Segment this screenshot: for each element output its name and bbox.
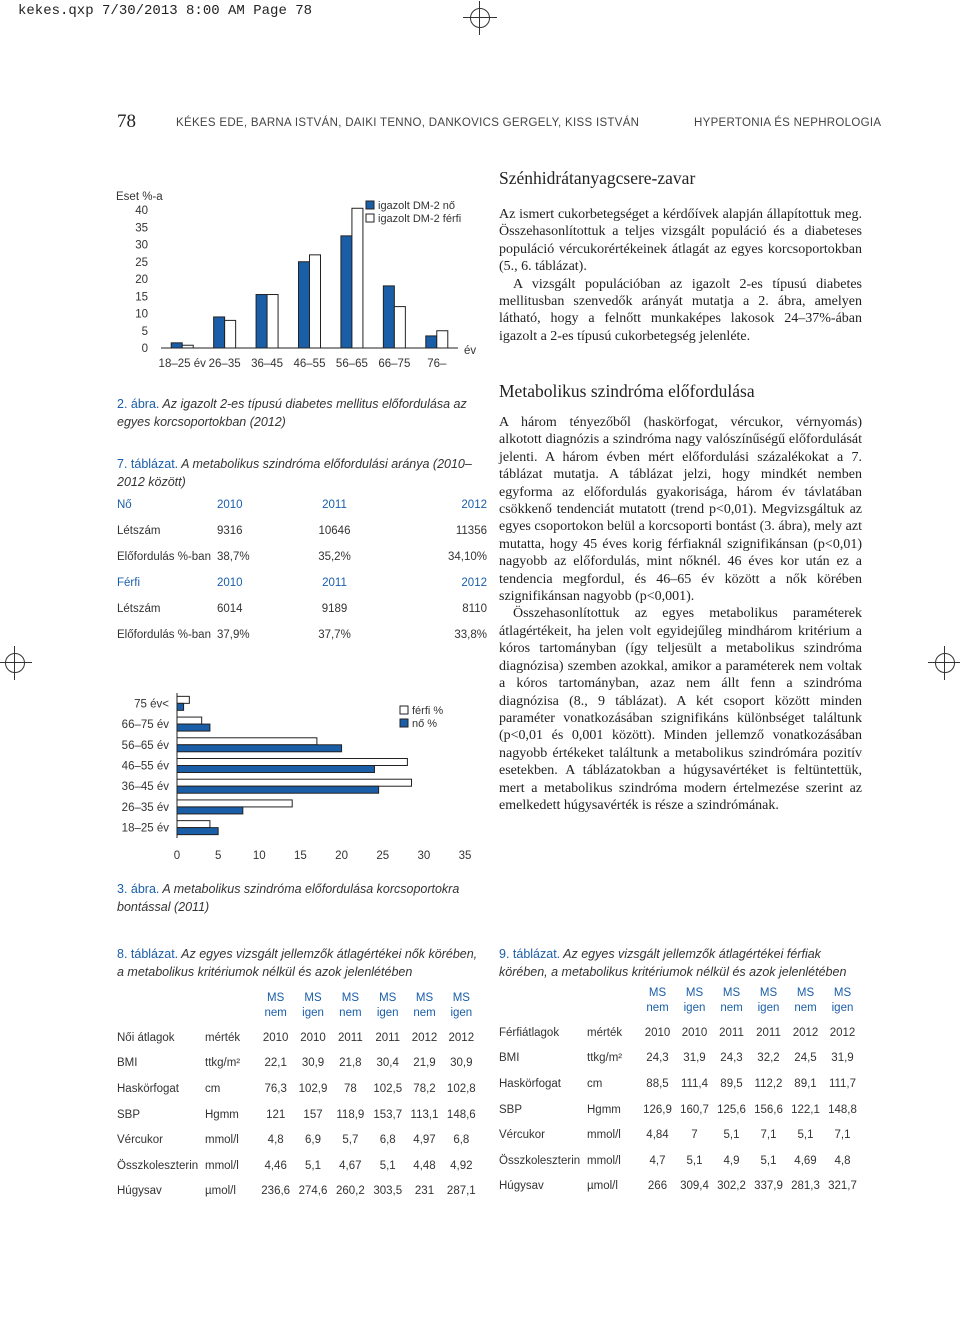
table-cell: 260,2 <box>335 1185 365 1198</box>
table-cell: 236,6 <box>261 1185 291 1198</box>
table-cell: 2010 <box>681 1026 708 1039</box>
table-8-title: Az egyes vizsgált jellemzők átlagértékei nők körében, a metabolikus kritériumok nélkül és azok jelenlétében <box>117 947 478 979</box>
y-tick-label: 18–25 év <box>121 822 169 835</box>
running-header-authors: KÉKES EDE, BARNA ISTVÁN, DAIKI TENNO, DANKOVICS GERGELY, KISS ISTVÁN <box>176 117 640 129</box>
table-cell: 111,4 <box>680 1077 709 1090</box>
bar-female <box>214 317 225 348</box>
bar-female <box>177 703 184 710</box>
table-cell: 309,4 <box>680 1180 709 1193</box>
bar-male <box>394 307 405 348</box>
y-tick-label: 36–45 év <box>121 781 169 794</box>
bar-female <box>177 828 218 835</box>
table-cell: Húgysav <box>117 1185 162 1198</box>
table-cell: 30,9 <box>450 1057 473 1070</box>
table-cell: 160,7 <box>680 1103 709 1116</box>
table-cell: 9316 <box>217 525 243 537</box>
bar-male <box>225 320 236 348</box>
bar-male <box>437 331 448 348</box>
table-9-label: 9. táblázat. <box>499 947 561 961</box>
right-column <box>499 168 862 868</box>
paragraph-1: Az ismert cukorbetegséget a kérdőívek alapján állapítottuk meg. Összehasonlítottuk a teljes vizsgált populáció és a diabeteses populáció vércukorértékeinek átlagát az egyes korcsoportokban (5., 6. táblázat). <box>499 207 862 275</box>
column-header: MS nem <box>646 987 669 1014</box>
table-cell: 35,2% <box>318 551 351 563</box>
bar-male <box>177 717 202 724</box>
table-cell: 10646 <box>318 525 351 537</box>
x-tick-label: 36–45 <box>251 358 284 370</box>
table-cell: 153,7 <box>373 1108 403 1121</box>
y-tick-label: 46–55 év <box>121 760 169 773</box>
table-cell: 2012 <box>411 1031 438 1044</box>
table-row <box>117 1127 480 1153</box>
table-cell: Létszám <box>117 603 161 615</box>
x-tick-label: 66–75 <box>378 358 411 370</box>
table-row <box>117 570 487 596</box>
table-cell: mmol/l <box>587 1129 621 1142</box>
table-row <box>499 1046 861 1072</box>
table-row <box>117 1025 480 1051</box>
table-cell: 2010 <box>262 1031 289 1044</box>
table-cell: 148,8 <box>828 1103 857 1116</box>
x-tick-label: 35 <box>458 850 472 862</box>
table-9-title: Az egyes vizsgált jellemzők átlagértékei férfiak körében, a metabolikus kritériumok nélkül és azok jelenlétében <box>499 947 847 979</box>
table-cell: 33,8% <box>454 629 487 641</box>
bar-female <box>299 262 310 348</box>
table-cell: cm <box>205 1082 221 1095</box>
y-tick-label: 15 <box>135 291 148 304</box>
column-header: MS igen <box>450 992 473 1019</box>
table-cell: ttkg/m² <box>587 1052 623 1065</box>
x-tick-label: 18–25 év <box>158 358 206 370</box>
table-row <box>117 1153 480 1179</box>
x-axis-label: év <box>464 345 477 357</box>
column-header: MS igen <box>376 992 399 1019</box>
table-cell: 157 <box>303 1108 323 1121</box>
table-cell: mérték <box>205 1031 241 1044</box>
table-cell: 102,5 <box>373 1082 403 1095</box>
table-cell: Női átlagok <box>117 1031 175 1044</box>
column-header: MS igen <box>302 992 324 1019</box>
table-cell: 31,9 <box>683 1052 706 1065</box>
bar-female <box>426 336 437 348</box>
bar-male <box>177 738 317 745</box>
bar-female <box>177 786 379 793</box>
table-cell: 4,67 <box>339 1159 362 1172</box>
table-cell: mmol/l <box>205 1134 239 1147</box>
table-cell: 11356 <box>455 525 487 537</box>
table-cell: 5,7 <box>342 1134 359 1147</box>
column-header: MS nem <box>794 987 817 1014</box>
table-cell: 4,9 <box>723 1154 740 1167</box>
bar-female <box>177 766 374 773</box>
table-row <box>117 1102 480 1128</box>
bar-female <box>177 724 210 731</box>
table-cell: 102,9 <box>298 1082 328 1095</box>
column-header: MS nem <box>264 992 287 1019</box>
table-cell: 37,7% <box>318 629 351 641</box>
table-row <box>117 1179 480 1205</box>
table-8-caption <box>117 945 482 981</box>
table-cell: 38,7% <box>217 551 250 563</box>
legend-label: férfi % <box>412 705 444 717</box>
table-cell: 2012 <box>792 1026 819 1039</box>
column-header: MS nem <box>413 992 436 1019</box>
bar-male <box>267 295 278 348</box>
table-cell: 6,9 <box>305 1134 322 1147</box>
legend-swatch <box>366 201 374 209</box>
bar-female <box>341 236 352 348</box>
x-tick-label: 26–35 <box>208 358 241 370</box>
table-row <box>117 596 487 622</box>
table-cell: 2010 <box>300 1031 326 1044</box>
table-9 <box>499 982 861 1199</box>
table-cell: 7 <box>691 1129 698 1142</box>
table-cell: 2011 <box>322 499 347 511</box>
bar-male <box>177 800 292 807</box>
table-cell: 4,7 <box>649 1154 666 1167</box>
table-cell: 148,6 <box>446 1108 476 1121</box>
table-cell: 4,97 <box>413 1134 436 1147</box>
table-7-caption <box>117 455 482 491</box>
column-header: MS igen <box>683 987 706 1014</box>
table-cell: 287,1 <box>446 1185 476 1198</box>
table-cell: Férfiátlagok <box>499 1026 560 1039</box>
table-cell: 76,3 <box>264 1082 287 1095</box>
paragraph-3: A három tényezőből (haskörfogat, vércukor, vérnyomás) alkotott diagnózis a szindróma nagy valószínűségű előfordulását jelenti. A három évben mért előfordulási százalékokat a 7. táblázat mutatja. A táblázat jelzi, hogy mindkét nemben egyforma az előfordulás gyakorisága, három év távlatában csökkenő tendenciát mutatott (trend p<0,01). Megvizsgáltuk az egyes csoportokon belül a korcsoporti bontást (3. ábra), mely azt mutatta, hogy 45 éves korig férfiaknál szignifikánsan (p<0,01) nagyobb az előfordulás, mint nőknél. 46 éves kor után ez a tendencia megfordul, és 46–65 év között a nők körében szignifikánsan nagyobb (p<0,001). <box>499 415 862 605</box>
table-cell: 118,9 <box>336 1108 365 1121</box>
table-cell: mmol/l <box>587 1154 621 1167</box>
bar-male <box>177 779 412 786</box>
legend-label: nő % <box>412 718 438 730</box>
figure-2-label: 2. ábra. <box>117 397 160 411</box>
table-cell: 102,8 <box>446 1082 476 1095</box>
y-tick-label: 5 <box>141 325 148 338</box>
table-cell: Hgmm <box>205 1108 239 1121</box>
table-cell: 4,8 <box>834 1154 851 1167</box>
column-header: MS igen <box>757 987 780 1014</box>
y-tick-label: 20 <box>135 274 148 286</box>
table-cell: 24,5 <box>794 1052 817 1065</box>
table-cell: 122,1 <box>791 1103 820 1116</box>
figure-2-caption-text: Az igazolt 2-es típusú diabetes mellitus előfordulása az egyes korcsoportokban (2012) <box>117 397 467 429</box>
table-cell: 7,1 <box>760 1129 777 1142</box>
table-cell: 5,1 <box>797 1129 814 1142</box>
y-tick-label: 66–75 év <box>121 719 169 732</box>
table-cell: 6014 <box>217 603 243 615</box>
x-tick-label: 46–55 <box>293 358 326 370</box>
table-cell: 7,1 <box>834 1129 851 1142</box>
table-8-label: 8. táblázat. <box>117 947 179 961</box>
table-cell: 2012 <box>829 1026 856 1039</box>
bar-male <box>177 759 407 766</box>
table-cell: 126,9 <box>643 1103 672 1116</box>
bar-female <box>171 343 182 348</box>
table-cell: 111,7 <box>828 1077 857 1090</box>
table-cell: SBP <box>117 1108 141 1121</box>
table-cell: 6,8 <box>379 1134 396 1147</box>
table-cell: 4,46 <box>264 1159 287 1172</box>
figure-3 <box>112 688 482 866</box>
table-cell: 231 <box>414 1185 435 1198</box>
table-cell: 321,7 <box>828 1180 857 1193</box>
y-tick-label: 35 <box>135 222 148 235</box>
bar-female <box>383 286 394 348</box>
bar-male <box>352 208 363 348</box>
x-tick-label: 5 <box>214 850 222 862</box>
table-cell: 32,2 <box>757 1052 780 1065</box>
table-cell: µmol/l <box>587 1180 618 1193</box>
table-cell: Előfordulás %-ban <box>117 551 211 563</box>
table-cell: 30,4 <box>376 1057 399 1070</box>
bar-male <box>177 821 210 828</box>
table-cell: 302,2 <box>717 1180 746 1193</box>
x-tick-label: 20 <box>335 850 348 862</box>
table-cell: 9189 <box>321 603 348 615</box>
table-cell: 31,9 <box>831 1052 854 1065</box>
table-cell: 5,1 <box>723 1129 740 1142</box>
table-8 <box>117 987 480 1204</box>
running-header-journal: HYPERTONIA ÉS NEPHROLOGIA <box>694 117 882 129</box>
table-cell: 2011 <box>375 1031 401 1044</box>
table-cell: Vércukor <box>499 1129 546 1142</box>
table-cell: 2011 <box>322 577 347 589</box>
table-row <box>499 1148 861 1174</box>
table-7-title: A metabolikus szindróma előfordulási aránya (2010–2012 között) <box>117 457 472 489</box>
figure-3-caption <box>117 880 482 916</box>
registration-mark-left <box>0 646 32 680</box>
table-7 <box>117 492 487 648</box>
y-axis-label: Eset %-a <box>116 191 163 203</box>
table-cell: 121 <box>266 1108 286 1121</box>
table-cell: 37,9% <box>217 629 250 641</box>
table-cell: 34,10% <box>447 551 487 563</box>
table-cell: 266 <box>647 1180 668 1193</box>
section-heading-metabolic: Metabolikus szindróma előfordulása <box>499 381 755 401</box>
table-row <box>117 622 487 648</box>
table-cell: 274,6 <box>298 1185 328 1198</box>
y-tick-label: 75 év< <box>134 698 169 711</box>
table-cell: 5,1 <box>686 1154 703 1167</box>
table-cell: SBP <box>499 1103 523 1116</box>
table-cell: Összkoleszterin <box>117 1159 199 1172</box>
x-tick-label: 15 <box>294 850 307 862</box>
table-cell: 89,1 <box>794 1077 817 1090</box>
table-row <box>117 1051 480 1077</box>
table-cell: 2010 <box>217 577 243 589</box>
table-cell: Előfordulás %-ban <box>117 629 211 641</box>
legend-swatch <box>366 214 374 222</box>
table-cell: 24,3 <box>646 1052 669 1065</box>
table-cell: 88,5 <box>646 1077 669 1090</box>
table-row <box>499 1020 861 1046</box>
table-cell: 21,8 <box>339 1057 362 1070</box>
table-cell: 78,2 <box>413 1082 436 1095</box>
table-cell: µmol/l <box>205 1185 236 1198</box>
slug-line: kekes.qxp 7/30/2013 8:00 AM Page 78 <box>18 3 313 19</box>
x-tick-label: 76– <box>427 358 447 370</box>
table-cell: 5,1 <box>305 1159 322 1172</box>
y-tick-label: 26–35 év <box>121 801 169 814</box>
bar-male <box>182 345 193 348</box>
table-row <box>499 1071 861 1097</box>
table-row <box>499 1122 861 1148</box>
bar-female <box>177 745 342 752</box>
table-cell: 281,3 <box>791 1180 820 1193</box>
table-row <box>117 1076 480 1102</box>
bar-female <box>177 807 243 814</box>
table-cell: Haskörfogat <box>117 1082 180 1095</box>
table-cell: 2011 <box>756 1026 781 1039</box>
x-tick-label: 10 <box>252 850 266 862</box>
table-cell: 6,8 <box>453 1134 470 1147</box>
table-row <box>117 492 487 518</box>
table-cell: 337,9 <box>754 1180 783 1193</box>
column-header: MS igen <box>831 987 854 1014</box>
table-cell: Haskörfogat <box>499 1077 562 1090</box>
table-cell: 4,84 <box>646 1129 669 1142</box>
figure-2-caption <box>117 395 482 431</box>
x-tick-label: 56–65 <box>335 358 368 370</box>
table-cell: 30,9 <box>301 1057 325 1070</box>
registration-mark-top <box>463 1 497 35</box>
table-cell: 78 <box>343 1082 357 1095</box>
section-heading-carbohydrate: Szénhidrátanyagcsere-zavar <box>499 168 696 188</box>
figure-3-caption-text: A metabolikus szindróma előfordulása korcsoportokra bontással (2011) <box>117 882 460 914</box>
legend-label: igazolt DM-2 férfi <box>378 213 462 225</box>
table-cell: 89,5 <box>720 1077 743 1090</box>
registration-mark-right <box>928 646 960 680</box>
legend-swatch <box>400 719 408 727</box>
table-cell: 2010 <box>217 499 243 511</box>
page-number: 78 <box>117 111 136 132</box>
table-cell: 156,6 <box>754 1103 783 1116</box>
table-cell: 2012 <box>461 499 487 511</box>
table-cell: 4,92 <box>450 1159 473 1172</box>
table-row <box>499 1097 861 1123</box>
bar-female <box>256 295 267 348</box>
table-cell: 22,1 <box>264 1057 287 1070</box>
table-row <box>499 1174 861 1200</box>
table-cell: 2012 <box>448 1031 475 1044</box>
paragraph-2: A vizsgált populációban az igazolt 2-es típusú diabetes mellitusban szenvedők arányát mutatja a 2. ábra, amelyen látható, hogy a felnőtt munkaképes lakosok 24–37%-ában igazolt a 2-es típusú cukorbetegség jelenléte. <box>499 276 862 344</box>
table-7-label: 7. táblázat. <box>117 457 179 471</box>
table-cell: mérték <box>587 1026 623 1039</box>
table-cell: 2010 <box>644 1026 671 1039</box>
table-cell: 125,6 <box>717 1103 746 1116</box>
table-cell: 5,1 <box>379 1159 396 1172</box>
paragraph-4: Összehasonlítottuk az egyes metabolikus paraméterek átlagértékeit, ha jelen volt egyidejűleg mindhárom kritérium a kóros tartományban (így teljesült a metabolikus szindróma diagnózisa) szemben azokkal, amikor a paraméterek nem voltak a kóros tartományban, azaz nem állt fenn a szindróma diagnózisa (8., 9 táblázat). A két csoport között minden paraméter vonatkozásában szignifikáns különbséget találtunk (p<0,01 és 0,001 között). Minden jellemző vonatkozásában nagyobb értékeket találtunk a metabolikus szindrómára pozitív esetekben. A táblázatokban a húgysavértéket is feltüntettük, mert a metabolikus szindróma modern értelmezése szerint az emelkedett húgysavérték is része a szindrómának. <box>499 606 862 813</box>
x-tick-label: 0 <box>173 850 181 862</box>
table-cell: 2011 <box>337 1031 363 1044</box>
table-cell: 4,8 <box>267 1134 284 1147</box>
table-cell: 112,2 <box>754 1077 783 1090</box>
table-cell: 8110 <box>462 603 487 615</box>
table-cell: Férfi <box>117 577 140 589</box>
y-tick-label: 56–65 év <box>121 739 169 752</box>
table-cell: Létszám <box>117 525 161 537</box>
figure-2 <box>112 185 482 390</box>
table-cell: 2011 <box>719 1026 744 1039</box>
column-header: MS nem <box>339 992 362 1019</box>
table-cell: 21,9 <box>413 1057 436 1070</box>
table-cell: BMI <box>499 1052 520 1065</box>
table-cell: Vércukor <box>117 1134 164 1147</box>
y-tick-label: 30 <box>135 239 148 252</box>
legend-swatch <box>400 706 408 714</box>
table-cell: 4,48 <box>413 1159 436 1172</box>
bar-male <box>177 696 189 703</box>
table-cell: mmol/l <box>205 1159 239 1172</box>
table-cell: 5,1 <box>760 1154 777 1167</box>
table-cell: BMI <box>117 1057 138 1070</box>
table-cell: Hgmm <box>587 1103 621 1116</box>
table-row <box>117 544 487 570</box>
table-cell: 303,5 <box>373 1185 403 1198</box>
table-cell: cm <box>587 1077 603 1090</box>
table-cell: 4,69 <box>794 1154 817 1167</box>
table-cell: ttkg/m² <box>205 1057 241 1070</box>
x-tick-label: 30 <box>417 850 431 862</box>
table-cell: 2012 <box>461 577 487 589</box>
table-cell: Húgysav <box>499 1180 544 1193</box>
y-tick-label: 10 <box>135 308 148 321</box>
figure-3-chart <box>112 688 482 866</box>
table-cell: Összkoleszterin <box>499 1154 581 1167</box>
figure-2-chart <box>112 185 482 390</box>
x-tick-label: 25 <box>376 850 390 862</box>
column-header: MS nem <box>720 987 743 1014</box>
figure-3-label: 3. ábra. <box>117 882 160 896</box>
table-row <box>117 518 487 544</box>
table-cell: 24,3 <box>720 1052 743 1065</box>
table-9-caption <box>499 945 864 981</box>
y-tick-label: 0 <box>141 343 148 355</box>
y-tick-label: 25 <box>135 256 148 269</box>
legend-label: igazolt DM-2 nő <box>378 200 456 212</box>
y-tick-label: 40 <box>135 205 148 217</box>
table-cell: 113,1 <box>410 1108 439 1121</box>
bar-male <box>310 255 321 348</box>
table-cell: Nő <box>117 499 132 511</box>
